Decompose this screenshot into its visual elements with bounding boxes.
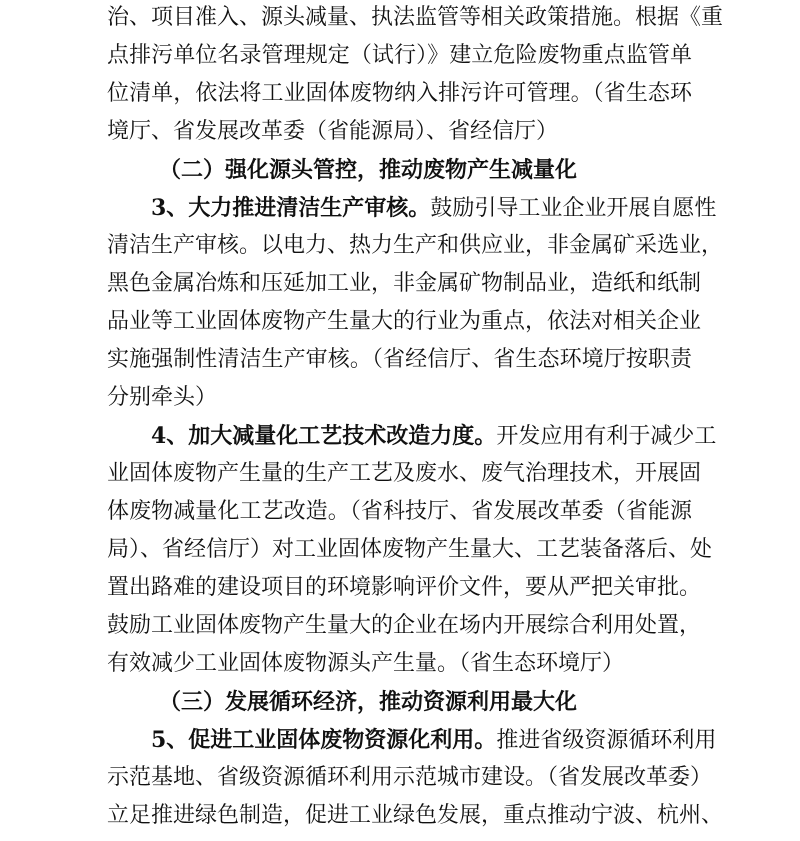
text-line-22: 立足推进绿色制造，促进工业绿色发展，重点推动宁波、杭州、	[107, 803, 724, 828]
item-5-title: 5、促进工业固体废物资源化利用。	[151, 727, 497, 753]
text-line-4: 境厅、省发展改革委（省能源局）、省经信厅）	[107, 119, 559, 144]
item-3-text: 鼓励引导工业企业开展自愿性	[430, 196, 717, 221]
paragraph-4-line-1	[151, 418, 717, 454]
text-line-7: 清洁生产审核。以电力、热力生产和供应业，非金属矿采选业，	[107, 233, 724, 258]
text-line-1: 治、项目准入、源头减量、执法监管等相关政策措施。根据《重	[107, 5, 724, 30]
text-line-9: 品业等工业固体废物产生量大的行业为重点，依法对相关企业	[107, 309, 702, 334]
text-line-11: 分别牵头）	[107, 385, 218, 410]
text-line-10: 实施强制性清洁生产审核。（省经信厅、省生态环境厅按职责	[107, 347, 692, 372]
text-line-15: 局）、省经信厅）对工业固体废物产生量大、工艺装备落后、处	[107, 537, 713, 562]
text-line-3: 位清单，依法将工业固体废物纳入排污许可管理。（省生态环	[107, 81, 692, 106]
paragraph-3-line-1	[151, 190, 717, 226]
text-line-2: 点排污单位名录管理规定（试行）》建立危险废物重点监管单	[107, 43, 692, 68]
text-line-16: 置出路难的建设项目的环境影响评价文件，要从严把关审批。	[107, 575, 702, 600]
text-line-14: 体废物减量化工艺改造。（省科技厅、省发展改革委（省能源	[107, 499, 692, 524]
item-4-text: 开发应用有利于减少工	[496, 424, 717, 449]
item-5-text: 推进省级资源循环利用	[496, 728, 717, 753]
text-line-8: 黑色金属冶炼和压延加工业，非金属矿物制品业，造纸和纸制	[107, 271, 702, 296]
section-heading-2: （二）强化源头管控，推动废物产生减量化	[159, 157, 578, 183]
text-line-18: 有效减少工业固体废物源头产生量。（省生态环境厅）	[107, 651, 625, 676]
text-line-21: 示范基地、省级资源循环利用示范城市建设。（省发展改革委）	[107, 765, 713, 790]
text-line-17: 鼓励工业固体废物产生量大的企业在场内开展综合利用处置，	[107, 613, 702, 638]
paragraph-5-line-1	[151, 722, 717, 758]
item-4-title: 4、加大减量化工艺技术改造力度。	[151, 423, 497, 449]
section-heading-3: （三）发展循环经济，推动资源利用最大化	[159, 689, 578, 715]
text-line-13: 业固体废物产生量的生产工艺及废水、废气治理技术，开展固	[107, 461, 702, 486]
item-3-title: 3、大力推进清洁生产审核。	[151, 195, 431, 221]
